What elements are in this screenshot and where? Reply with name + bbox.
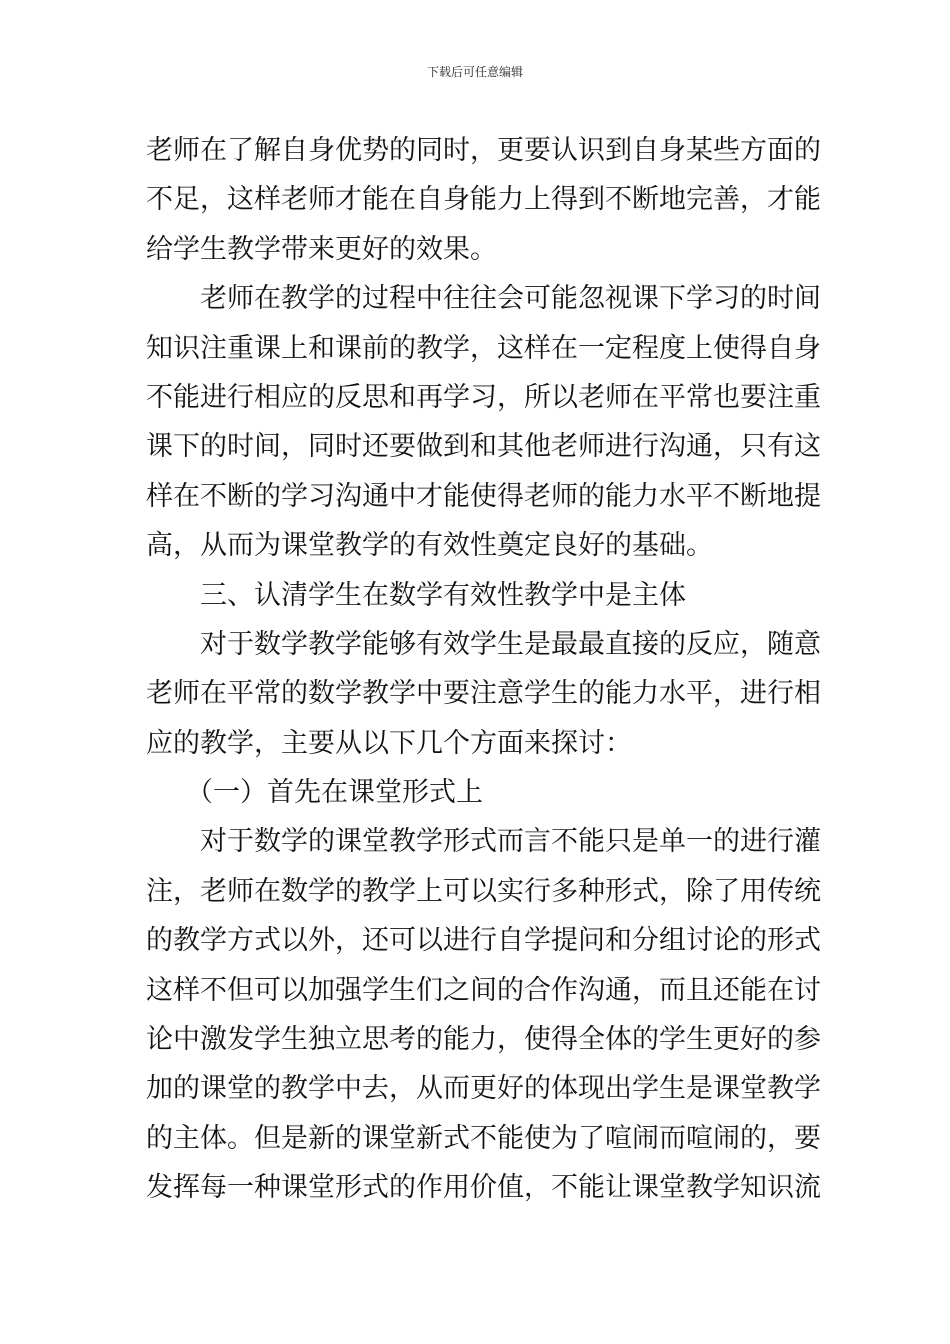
text-line: 的主体。但是新的课堂新式不能使为了喧闹而喧闹的，要: [146, 1122, 821, 1154]
text-line: 给学生教学带来更好的效果。: [146, 233, 497, 265]
page-header: 下载后可任意编辑: [426, 65, 523, 79]
text-line: 知识注重课上和课前的教学，这样在一定程度上使得自身: [146, 332, 821, 364]
text-line: 发挥每一种课堂形式的作用价值，不能让课堂教学知识流: [146, 1172, 821, 1204]
subsection-heading: （一）首先在课堂形式上: [186, 777, 483, 809]
paragraph-first-line: 对于数学的课堂教学形式而言不能只是单一的进行灌: [200, 826, 821, 858]
text-line: 样在不断的学习沟通中才能使得老师的能力水平不断地提: [146, 480, 821, 512]
text-line: 高，从而为课堂教学的有效性奠定良好的基础。: [146, 530, 713, 562]
text-line: 论中激发学生独立思考的能力，使得全体的学生更好的参: [146, 1024, 821, 1056]
text-line: 不足，这样老师才能在自身能力上得到不断地完善，才能: [146, 184, 821, 216]
document-body: [146, 126, 821, 1213]
text-line: 不能进行相应的反思和再学习，所以老师在平常也要注重: [146, 381, 821, 413]
text-line: 老师在了解自身优势的同时，更要认识到自身某些方面的: [146, 135, 821, 166]
text-line: 课下的时间，同时还要做到和其他老师进行沟通，只有这: [146, 431, 821, 463]
text-line: 应的教学，主要从以下几个方面来探讨：: [146, 727, 632, 759]
text-line: 注，老师在数学的教学上可以实行多种形式，除了用传统: [146, 875, 821, 907]
text-line: 老师在平常的数学教学中要注意学生的能力水平，进行相: [146, 678, 821, 710]
paragraph-first-line: 对于数学教学能够有效学生是最最直接的反应，随意: [200, 628, 821, 660]
text-line: 这样不但可以加强学生们之间的合作沟通，而且还能在讨: [146, 974, 821, 1006]
paragraph-first-line: 老师在教学的过程中往往会可能忽视课下学习的时间: [200, 283, 821, 315]
text-line: 的教学方式以外，还可以进行自学提问和分组讨论的形式: [146, 925, 821, 957]
section-heading: 三、认清学生在数学有效性教学中是主体: [200, 579, 686, 611]
text-line: 加的课堂的教学中去，从而更好的体现出学生是课堂教学: [146, 1073, 821, 1105]
